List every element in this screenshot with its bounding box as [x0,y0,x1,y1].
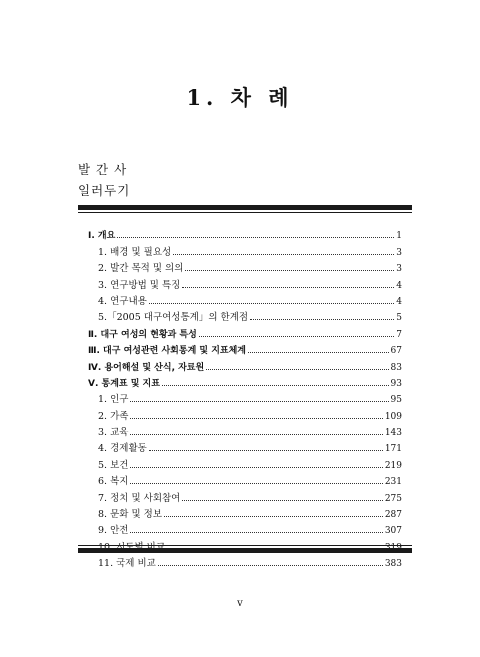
toc-leader-dots [162,385,389,386]
front-matter-publication-note: 발 간 사 [78,162,128,177]
toc-leader-dots [182,500,382,501]
toc-leader-dots [130,434,382,435]
toc-entry-page: 67 [390,346,402,357]
toc-entry-page: 219 [384,460,402,471]
toc-leader-dots [130,418,382,419]
toc-entry-label: Ⅰ. 개요 [88,231,116,242]
toc-entry-label: 2. 가족 [98,410,129,422]
toc-leader-dots [158,565,383,566]
toc-top-rule-thin [78,212,412,213]
toc-box [78,205,412,570]
toc-entry-page: 307 [384,526,402,537]
toc-leader-dots [199,336,394,337]
toc-entry[interactable] [88,340,402,356]
toc-leader-dots [130,467,382,468]
toc-entry-page: 109 [384,411,402,422]
toc-entry-label: Ⅴ. 통계표 및 지표 [88,378,160,389]
toc-entry-page: 7 [396,329,402,340]
toc-entry-page: 275 [384,493,402,504]
page-title: 1. 차 례 [186,85,294,110]
toc-entry[interactable] [88,225,402,241]
toc-leader-dots [130,532,382,533]
toc-entry-label: 3. 교육 [98,427,129,439]
toc-entry-label: 4. 연구내용 [98,295,147,307]
toc-entry-label: 7. 정치 및 사회참여 [98,492,181,504]
toc-entry[interactable] [88,504,402,520]
toc-entry-label: 1. 인구 [98,394,129,406]
toc-entry[interactable] [88,422,402,438]
page-number: v [237,598,243,609]
toc-leader-dots [149,303,394,304]
toc-leader-dots [130,401,388,402]
toc-entry-page: 383 [384,559,402,570]
toc-entry-label: 4. 경제활동 [98,443,147,455]
toc-entry-page: 171 [384,444,402,455]
toc-leader-dots [250,319,394,320]
toc-entry-page: 5 [396,313,402,324]
toc-entry[interactable] [88,389,402,405]
toc-entry-page: 287 [384,510,402,521]
toc-entry-label: 5. 보건 [98,459,129,471]
toc-entry-label: Ⅳ. 용어해설 및 산식, 자료원 [88,362,205,373]
toc-entry-label: 11. 국제 비교 [98,558,156,570]
toc-entry-page: 93 [390,378,402,389]
toc-entry-label: 1. 배경 및 필요성 [98,246,172,258]
toc-entry[interactable] [88,373,402,389]
toc-leader-dots [185,270,394,271]
toc-entry-label: 2. 발간 목적 및 의의 [98,263,184,275]
toc-entry-label: 8. 문화 및 정보 [98,509,163,521]
toc-entry[interactable] [88,438,402,454]
toc-entry[interactable] [88,553,402,569]
toc-entry-label: Ⅱ. 대구 여성의 현황과 특성 [88,329,197,340]
toc-entry-page: 1 [396,231,402,242]
toc-entry-page: 83 [390,362,402,373]
toc-entry[interactable] [88,307,402,323]
toc-leader-dots [173,254,394,255]
toc-entry-page: 4 [396,296,402,307]
toc-entry-label: 9. 안전 [98,525,129,537]
toc-entry[interactable] [88,520,402,536]
toc-entry[interactable] [88,356,402,372]
toc-entry-page: 143 [384,428,402,439]
toc-entry-label: Ⅲ. 대구 여성관련 사회통계 및 지표체계 [88,346,247,357]
toc-entry[interactable] [88,487,402,503]
toc-leader-dots [149,450,383,451]
toc-entry-page: 4 [396,280,402,291]
toc-bottom-rule-thin [78,545,412,546]
toc-leader-dots [248,352,389,353]
toc-leader-dots [117,237,394,238]
toc-entry[interactable] [88,405,402,421]
toc-entry-page: 3 [396,264,402,275]
toc-entry-label: 3. 연구방법 및 특징 [98,279,181,291]
toc-leader-dots [130,483,382,484]
toc-leader-dots [182,287,394,288]
toc-entry-page: 231 [384,477,402,488]
toc-leader-dots [206,369,388,370]
toc-entry[interactable] [88,258,402,274]
front-matter-explanatory-notes: 일러두기 [78,183,131,198]
toc-top-rule [78,205,412,210]
toc-bottom-rule [78,548,412,553]
table-of-contents [88,225,402,569]
toc-entry[interactable] [88,471,402,487]
toc-entry-label: 5.「2005 대구여성통계」의 한계점 [98,312,249,324]
toc-entry[interactable] [88,241,402,257]
toc-entry[interactable] [88,274,402,290]
toc-entry[interactable] [88,454,402,470]
toc-entry-label: 6. 복지 [98,476,129,488]
toc-leader-dots [164,516,383,517]
toc-entry-page: 3 [396,247,402,258]
toc-entry[interactable] [88,291,402,307]
toc-entry[interactable] [88,323,402,339]
toc-entry-page: 95 [390,395,402,406]
